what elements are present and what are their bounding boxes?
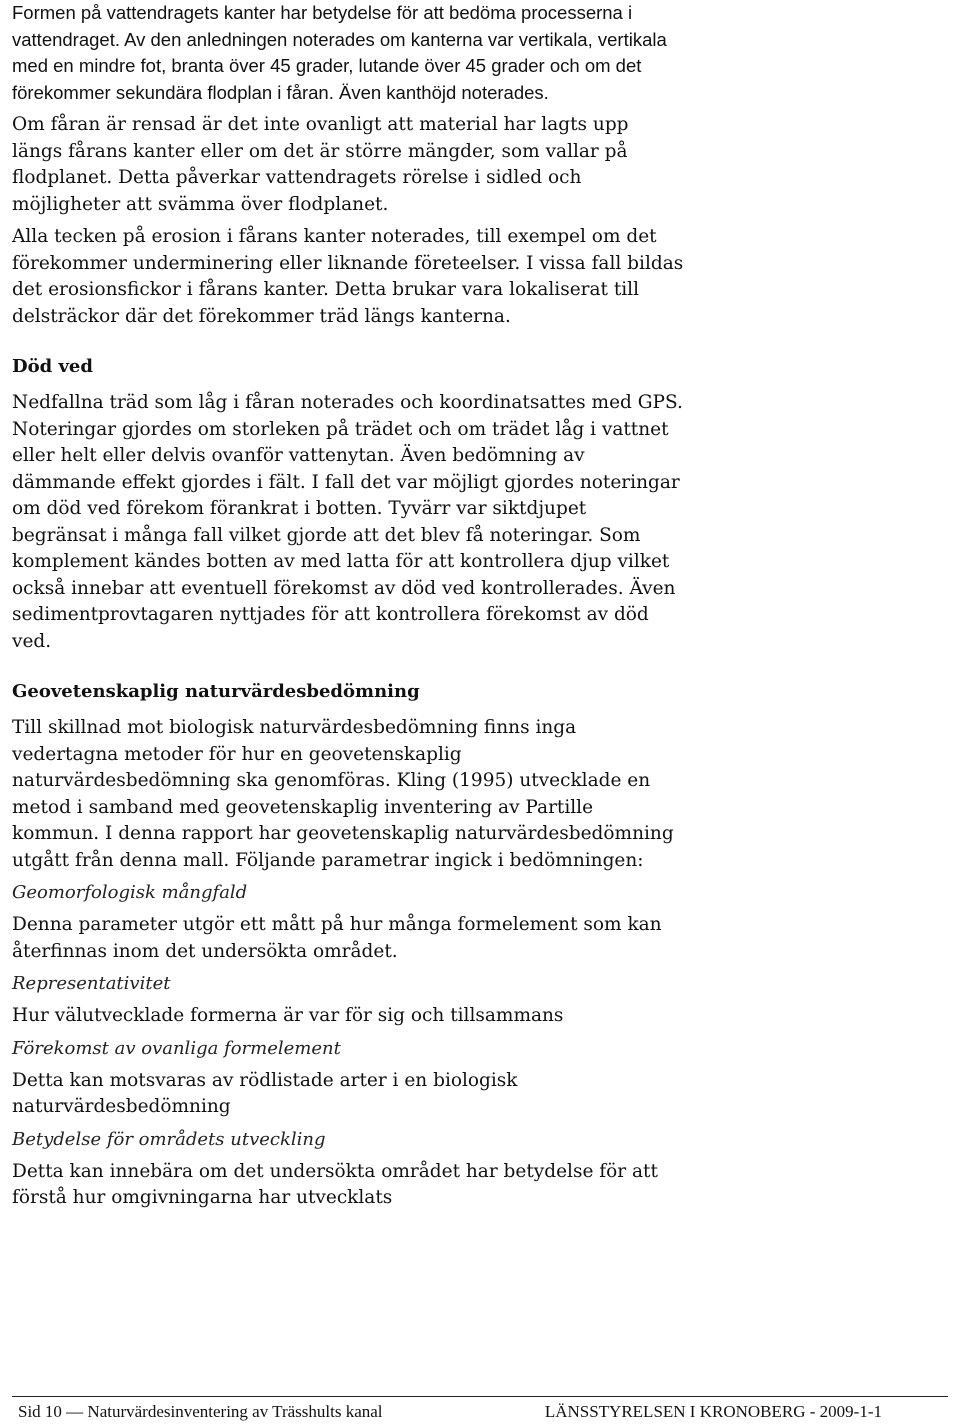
paragraph-geo-intro: Till skillnad mot biologisk naturvärdesbedömning finns inga vedertagna metoder för hur en geovetenskaplig naturvärdesbedömning ska genomföras. Kling (1995) utvecklade en metod i samband med geovetenskaplig inventering av Partille kommun. I denna rapport har geovetenskaplig naturvärdesbedömning utgått från denna mall. Följande parametrar ingick i bedömningen:	[12, 717, 674, 871]
paragraph-dod-ved: Nedfallna träd som låg i fåran noterades och koordinatsattes med GPS. Noteringar gjordes om storleken på trädet och om trädet låg i vattnet eller helt eller delvis ovanför vattenytan. Även bedömning av dämmande effekt gjordes i fält. I fall det var möjligt gjordes noteringar om död ved förekom förankrat i botten. Tyvärr var siktdjupet begränsat i många fall vilket gjorde att det blev få noteringar. Som komplement kändes botten av med latta för att kontrollera djup vilket också innebar att eventuell förekomst av död ved kontrollerades. Även sedimentprovtagaren nyttjades för att kontrollera förekomst av död ved.	[12, 392, 683, 652]
paragraph-channel-banks: Formen på vattendragets kanter har betydelse för att bedöma processerna i vattendraget. Av den anledningen noterades om kanterna var vertikala, vertikala med en mindre fot, branta över 45 grader, lutande över 45 grader och om det förekommer sekundära flodplan i fåran. Även kanthöjd noterades.	[12, 2, 667, 103]
param-title-representativitet: Representativitet	[12, 973, 171, 994]
param-title-utveckling: Betydelse för områdets utveckling	[12, 1128, 326, 1150]
param-text-geomorfologisk: Denna parameter utgör ett mått på hur många formelement som kan återfinnas inom det undersökta området.	[12, 914, 662, 962]
page-footer	[18, 1402, 882, 1422]
heading-dod-ved: Död ved	[12, 356, 93, 377]
footer-page-label: Sid 10 — Naturvärdesinventering av Trässhults kanal	[18, 1402, 383, 1421]
footer-divider	[12, 1396, 948, 1397]
document-page	[12, 0, 684, 1218]
param-text-utveckling: Detta kan innebära om det undersökta området har betydelse för att förstå hur omgivningarna har utvecklats	[12, 1160, 658, 1208]
param-text-ovanliga: Detta kan motsvaras av rödlistade arter i en biologisk naturvärdesbedömning	[12, 1069, 518, 1117]
heading-geovetenskaplig: Geovetenskaplig naturvärdesbedömning	[12, 681, 420, 702]
paragraph-erosion: Alla tecken på erosion i fårans kanter noterades, till exempel om det förekommer underminering eller liknande företeelser. I vissa fall bildas det erosionsfickor i fårans kanter. Detta brukar vara lokaliserat till delsträckor där det förekommer träd längs kanterna.	[12, 226, 684, 327]
footer-publisher: LÄNSSTYRELSEN I KRONOBERG - 2009-1-1	[544, 1402, 882, 1421]
param-title-ovanliga: Förekomst av ovanliga formelement	[12, 1037, 341, 1059]
param-title-geomorfologisk: Geomorfologisk mångfald	[12, 882, 248, 903]
param-text-representativitet: Hur välutvecklade formerna är var för sig och tillsammans	[12, 1005, 564, 1026]
paragraph-dredged-channel: Om fåran är rensad är det inte ovanligt att material har lagts upp längs fårans kanter eller om det är större mängder, som vallar på flodplanet. Detta påverkar vattendragets rörelse i sidled och möjligheter att svämma över flodplanet.	[12, 114, 629, 215]
